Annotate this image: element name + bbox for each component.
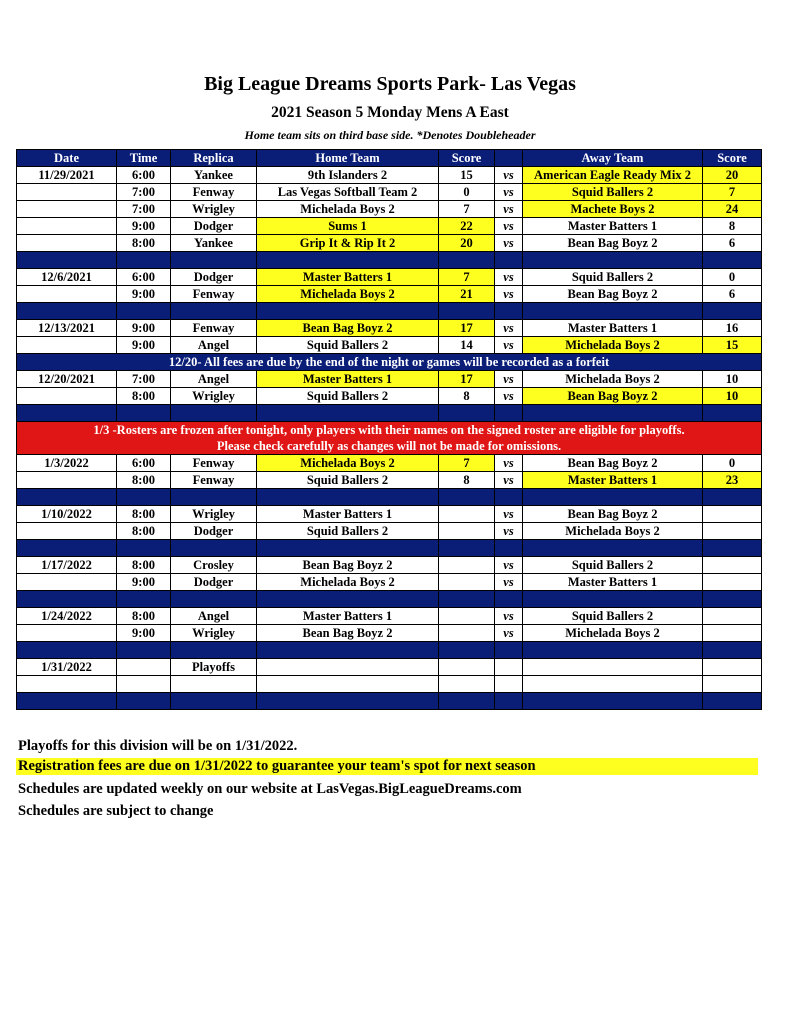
home-score-cell bbox=[439, 557, 495, 574]
game-date-cell: 12/20/2021 bbox=[17, 371, 117, 388]
game-date-cell bbox=[17, 523, 117, 540]
separator-cell bbox=[495, 252, 523, 269]
field-cell: Fenway bbox=[171, 472, 257, 489]
separator-cell bbox=[439, 591, 495, 608]
table-row bbox=[17, 337, 762, 354]
home-team-cell: Michelada Boys 2 bbox=[257, 574, 439, 591]
table-row bbox=[17, 472, 762, 489]
game-date-cell bbox=[17, 184, 117, 201]
table-row bbox=[17, 676, 762, 693]
game-date-cell bbox=[17, 625, 117, 642]
separator-cell bbox=[439, 642, 495, 659]
table-row bbox=[17, 523, 762, 540]
home-team-cell: 9th Islanders 2 bbox=[257, 167, 439, 184]
game-time-cell: 9:00 bbox=[117, 337, 171, 354]
field-cell: Fenway bbox=[171, 184, 257, 201]
away-score-cell: 6 bbox=[703, 235, 762, 252]
separator-cell bbox=[117, 591, 171, 608]
away-team-cell: Michelada Boys 2 bbox=[523, 337, 703, 354]
field-cell: Wrigley bbox=[171, 201, 257, 218]
game-time-cell: 9:00 bbox=[117, 320, 171, 337]
separator-cell bbox=[495, 303, 523, 320]
separator-cell bbox=[523, 591, 703, 608]
home-score-cell bbox=[439, 659, 495, 676]
roster-notice-line: Please check carefully as changes will not be made for omissions. bbox=[216, 439, 562, 453]
roster-notice-line: 1/3 -Rosters are frozen after tonight, only players with their names on the signed roster are eligible for playoffs. bbox=[93, 423, 685, 437]
home-team-cell: Las Vegas Softball Team 2 bbox=[257, 184, 439, 201]
away-score-cell bbox=[703, 608, 762, 625]
away-team-cell: Squid Ballers 2 bbox=[523, 608, 703, 625]
schedule-table bbox=[16, 149, 762, 710]
away-team-cell: Bean Bag Boyz 2 bbox=[523, 235, 703, 252]
separator-row bbox=[17, 540, 762, 557]
home-team-cell: Master Batters 1 bbox=[257, 269, 439, 286]
away-team-cell: Squid Ballers 2 bbox=[523, 557, 703, 574]
separator-cell bbox=[171, 405, 257, 422]
separator-cell bbox=[17, 303, 117, 320]
home-score-cell: 7 bbox=[439, 455, 495, 472]
vs-cell: vs bbox=[495, 523, 523, 540]
game-date-cell: 1/3/2022 bbox=[17, 455, 117, 472]
game-time-cell: 7:00 bbox=[117, 371, 171, 388]
separator-row bbox=[17, 693, 762, 710]
col-away-team-header: Away Team bbox=[523, 150, 703, 167]
separator-cell bbox=[495, 489, 523, 506]
away-score-cell bbox=[703, 506, 762, 523]
separator-cell bbox=[495, 642, 523, 659]
away-score-cell bbox=[703, 523, 762, 540]
vs-cell: vs bbox=[495, 218, 523, 235]
col-replica-header: Replica bbox=[171, 150, 257, 167]
vs-cell: vs bbox=[495, 184, 523, 201]
playoffs-notice: Playoffs for this division will be on 1/31/2022. bbox=[18, 738, 298, 754]
home-score-cell: 15 bbox=[439, 167, 495, 184]
separator-cell bbox=[523, 642, 703, 659]
game-date-cell bbox=[17, 676, 117, 693]
separator-cell bbox=[703, 252, 762, 269]
home-team-cell bbox=[257, 659, 439, 676]
separator-cell bbox=[257, 540, 439, 557]
home-team-cell: Bean Bag Boyz 2 bbox=[257, 557, 439, 574]
field-cell: Crosley bbox=[171, 557, 257, 574]
game-time-cell: 9:00 bbox=[117, 625, 171, 642]
game-date-cell bbox=[17, 201, 117, 218]
separator-cell bbox=[171, 642, 257, 659]
home-team-cell: Squid Ballers 2 bbox=[257, 472, 439, 489]
field-cell: Angel bbox=[171, 371, 257, 388]
game-date-cell: 12/6/2021 bbox=[17, 269, 117, 286]
vs-cell: vs bbox=[495, 320, 523, 337]
separator-cell bbox=[523, 540, 703, 557]
separator-cell bbox=[17, 693, 117, 710]
separator-cell bbox=[171, 540, 257, 557]
separator-cell bbox=[703, 405, 762, 422]
col-vs-header bbox=[495, 150, 523, 167]
vs-cell: vs bbox=[495, 167, 523, 184]
home-score-cell: 17 bbox=[439, 371, 495, 388]
away-team-cell: Michelada Boys 2 bbox=[523, 625, 703, 642]
separator-cell bbox=[523, 405, 703, 422]
separator-cell bbox=[439, 540, 495, 557]
home-score-cell: 20 bbox=[439, 235, 495, 252]
separator-cell bbox=[703, 642, 762, 659]
separator-cell bbox=[117, 540, 171, 557]
table-row bbox=[17, 320, 762, 337]
game-date-cell: 1/31/2022 bbox=[17, 659, 117, 676]
game-time-cell bbox=[117, 676, 171, 693]
game-time-cell: 9:00 bbox=[117, 286, 171, 303]
table-row bbox=[17, 286, 762, 303]
table-row bbox=[17, 574, 762, 591]
col-home-score-header: Score bbox=[439, 150, 495, 167]
col-time-header: Time bbox=[117, 150, 171, 167]
home-team-cell bbox=[257, 676, 439, 693]
game-time-cell: 8:00 bbox=[117, 523, 171, 540]
away-score-cell: 23 bbox=[703, 472, 762, 489]
separator-cell bbox=[439, 489, 495, 506]
separator-cell bbox=[703, 303, 762, 320]
roster-notice-row bbox=[17, 422, 762, 455]
separator-cell bbox=[439, 303, 495, 320]
separator-cell bbox=[495, 405, 523, 422]
game-time-cell: 7:00 bbox=[117, 184, 171, 201]
separator-row bbox=[17, 489, 762, 506]
game-date-cell bbox=[17, 388, 117, 405]
table-row bbox=[17, 235, 762, 252]
separator-cell bbox=[523, 489, 703, 506]
home-score-cell: 14 bbox=[439, 337, 495, 354]
separator-cell bbox=[523, 252, 703, 269]
vs-cell: vs bbox=[495, 574, 523, 591]
away-score-cell: 0 bbox=[703, 269, 762, 286]
table-row bbox=[17, 371, 762, 388]
table-row bbox=[17, 557, 762, 574]
subject-to-change-notice: Schedules are subject to change bbox=[18, 803, 214, 819]
col-date-header: Date bbox=[17, 150, 117, 167]
game-time-cell: 6:00 bbox=[117, 167, 171, 184]
game-time-cell: 9:00 bbox=[117, 574, 171, 591]
separator-cell bbox=[117, 693, 171, 710]
away-score-cell: 16 bbox=[703, 320, 762, 337]
separator-cell bbox=[257, 693, 439, 710]
field-cell: Fenway bbox=[171, 320, 257, 337]
separator-cell bbox=[117, 642, 171, 659]
vs-cell: vs bbox=[495, 286, 523, 303]
separator-cell bbox=[703, 540, 762, 557]
away-score-cell: 7 bbox=[703, 184, 762, 201]
game-date-cell: 11/29/2021 bbox=[17, 167, 117, 184]
home-score-cell: 21 bbox=[439, 286, 495, 303]
separator-cell bbox=[703, 693, 762, 710]
game-time-cell: 8:00 bbox=[117, 472, 171, 489]
away-team-cell: Squid Ballers 2 bbox=[523, 269, 703, 286]
col-away-score-header: Score bbox=[703, 150, 762, 167]
separator-cell bbox=[171, 489, 257, 506]
game-date-cell: 1/24/2022 bbox=[17, 608, 117, 625]
away-team-cell: Bean Bag Boyz 2 bbox=[523, 455, 703, 472]
away-team-cell: Master Batters 1 bbox=[523, 574, 703, 591]
field-cell: Dodger bbox=[171, 574, 257, 591]
away-team-cell: Bean Bag Boyz 2 bbox=[523, 286, 703, 303]
separator-row bbox=[17, 303, 762, 320]
schedule-subtitle: 2021 Season 5 Monday Mens A East bbox=[271, 104, 509, 121]
game-date-cell: 1/10/2022 bbox=[17, 506, 117, 523]
away-team-cell bbox=[523, 659, 703, 676]
field-cell: Wrigley bbox=[171, 388, 257, 405]
away-team-cell: Squid Ballers 2 bbox=[523, 184, 703, 201]
schedule-body bbox=[17, 167, 762, 710]
away-team-cell: Michelada Boys 2 bbox=[523, 523, 703, 540]
table-row bbox=[17, 625, 762, 642]
away-score-cell bbox=[703, 557, 762, 574]
separator-cell bbox=[495, 540, 523, 557]
game-time-cell: 6:00 bbox=[117, 455, 171, 472]
home-score-cell: 0 bbox=[439, 184, 495, 201]
separator-row bbox=[17, 642, 762, 659]
home-team-cell: Michelada Boys 2 bbox=[257, 455, 439, 472]
vs-cell: vs bbox=[495, 557, 523, 574]
home-score-cell bbox=[439, 608, 495, 625]
home-team-cell: Squid Ballers 2 bbox=[257, 337, 439, 354]
game-time-cell: 8:00 bbox=[117, 557, 171, 574]
separator-cell bbox=[17, 252, 117, 269]
away-team-cell: Master Batters 1 bbox=[523, 320, 703, 337]
separator-cell bbox=[523, 303, 703, 320]
separator-cell bbox=[117, 405, 171, 422]
separator-cell bbox=[257, 252, 439, 269]
away-score-cell bbox=[703, 659, 762, 676]
fee-notice-text: 12/20- All fees are due by the end of the night or games will be recorded as a forfeit bbox=[17, 354, 762, 371]
away-team-cell bbox=[523, 676, 703, 693]
schedule-note: Home team sits on third base side. *Denotes Doubleheader bbox=[244, 128, 536, 142]
away-team-cell: Master Batters 1 bbox=[523, 472, 703, 489]
table-row bbox=[17, 218, 762, 235]
game-date-cell bbox=[17, 574, 117, 591]
away-score-cell: 8 bbox=[703, 218, 762, 235]
field-cell: Yankee bbox=[171, 167, 257, 184]
home-team-cell: Michelada Boys 2 bbox=[257, 201, 439, 218]
col-home-team-header: Home Team bbox=[257, 150, 439, 167]
separator-cell bbox=[257, 303, 439, 320]
separator-cell bbox=[257, 489, 439, 506]
table-row bbox=[17, 506, 762, 523]
home-team-cell: Sums 1 bbox=[257, 218, 439, 235]
home-score-cell bbox=[439, 523, 495, 540]
separator-cell bbox=[171, 252, 257, 269]
separator-cell bbox=[17, 489, 117, 506]
table-row bbox=[17, 167, 762, 184]
away-score-cell: 6 bbox=[703, 286, 762, 303]
vs-cell: vs bbox=[495, 201, 523, 218]
vs-cell bbox=[495, 659, 523, 676]
game-time-cell: 8:00 bbox=[117, 235, 171, 252]
game-date-cell bbox=[17, 218, 117, 235]
separator-cell bbox=[703, 591, 762, 608]
separator-cell bbox=[257, 642, 439, 659]
away-team-cell: Machete Boys 2 bbox=[523, 201, 703, 218]
away-score-cell: 24 bbox=[703, 201, 762, 218]
home-team-cell: Grip It & Rip It 2 bbox=[257, 235, 439, 252]
fee-notice-row bbox=[17, 354, 762, 371]
game-date-cell: 12/13/2021 bbox=[17, 320, 117, 337]
home-team-cell: Michelada Boys 2 bbox=[257, 286, 439, 303]
vs-cell: vs bbox=[495, 608, 523, 625]
separator-cell bbox=[439, 252, 495, 269]
field-cell: Fenway bbox=[171, 286, 257, 303]
vs-cell: vs bbox=[495, 455, 523, 472]
field-cell: Wrigley bbox=[171, 506, 257, 523]
field-cell: Angel bbox=[171, 608, 257, 625]
vs-cell: vs bbox=[495, 625, 523, 642]
separator-cell bbox=[17, 591, 117, 608]
separator-cell bbox=[117, 489, 171, 506]
vs-cell: vs bbox=[495, 472, 523, 489]
game-date-cell: 1/17/2022 bbox=[17, 557, 117, 574]
table-row bbox=[17, 201, 762, 218]
vs-cell: vs bbox=[495, 371, 523, 388]
away-score-cell: 10 bbox=[703, 388, 762, 405]
table-row bbox=[17, 184, 762, 201]
vs-cell: vs bbox=[495, 506, 523, 523]
separator-row bbox=[17, 405, 762, 422]
game-date-cell bbox=[17, 472, 117, 489]
table-row bbox=[17, 269, 762, 286]
table-row bbox=[17, 659, 762, 676]
home-score-cell: 7 bbox=[439, 269, 495, 286]
game-date-cell bbox=[17, 286, 117, 303]
away-score-cell: 0 bbox=[703, 455, 762, 472]
away-score-cell: 10 bbox=[703, 371, 762, 388]
field-cell: Dodger bbox=[171, 523, 257, 540]
separator-cell bbox=[439, 693, 495, 710]
website-notice: Schedules are updated weekly on our website at LasVegas.BigLeagueDreams.com bbox=[18, 781, 522, 797]
table-header-row bbox=[17, 150, 762, 167]
away-score-cell bbox=[703, 574, 762, 591]
separator-cell bbox=[439, 405, 495, 422]
game-date-cell bbox=[17, 235, 117, 252]
home-score-cell bbox=[439, 574, 495, 591]
separator-cell bbox=[17, 540, 117, 557]
game-time-cell: 9:00 bbox=[117, 218, 171, 235]
vs-cell bbox=[495, 676, 523, 693]
separator-cell bbox=[117, 303, 171, 320]
field-cell bbox=[171, 676, 257, 693]
home-team-cell: Master Batters 1 bbox=[257, 371, 439, 388]
vs-cell: vs bbox=[495, 337, 523, 354]
vs-cell: vs bbox=[495, 388, 523, 405]
separator-cell bbox=[117, 252, 171, 269]
table-row bbox=[17, 455, 762, 472]
away-score-cell bbox=[703, 625, 762, 642]
away-score-cell: 20 bbox=[703, 167, 762, 184]
separator-cell bbox=[495, 591, 523, 608]
home-score-cell bbox=[439, 676, 495, 693]
game-time-cell: 8:00 bbox=[117, 388, 171, 405]
game-date-cell bbox=[17, 337, 117, 354]
home-score-cell bbox=[439, 506, 495, 523]
field-cell: Dodger bbox=[171, 218, 257, 235]
home-score-cell: 8 bbox=[439, 388, 495, 405]
home-score-cell: 8 bbox=[439, 472, 495, 489]
separator-row bbox=[17, 591, 762, 608]
away-team-cell: Michelada Boys 2 bbox=[523, 371, 703, 388]
game-time-cell: 6:00 bbox=[117, 269, 171, 286]
field-cell: Playoffs bbox=[171, 659, 257, 676]
home-team-cell: Bean Bag Boyz 2 bbox=[257, 625, 439, 642]
separator-cell bbox=[257, 405, 439, 422]
separator-cell bbox=[495, 693, 523, 710]
away-team-cell: Bean Bag Boyz 2 bbox=[523, 506, 703, 523]
separator-cell bbox=[171, 303, 257, 320]
field-cell: Fenway bbox=[171, 455, 257, 472]
away-team-cell: Bean Bag Boyz 2 bbox=[523, 388, 703, 405]
table-row bbox=[17, 608, 762, 625]
separator-cell bbox=[17, 642, 117, 659]
home-score-cell: 7 bbox=[439, 201, 495, 218]
vs-cell: vs bbox=[495, 269, 523, 286]
home-team-cell: Master Batters 1 bbox=[257, 608, 439, 625]
separator-cell bbox=[171, 693, 257, 710]
field-cell: Dodger bbox=[171, 269, 257, 286]
separator-cell bbox=[17, 405, 117, 422]
home-score-cell: 22 bbox=[439, 218, 495, 235]
field-cell: Angel bbox=[171, 337, 257, 354]
away-team-cell: Master Batters 1 bbox=[523, 218, 703, 235]
home-team-cell: Master Batters 1 bbox=[257, 506, 439, 523]
separator-cell bbox=[523, 693, 703, 710]
roster-notice bbox=[17, 422, 762, 455]
page-title: Big League Dreams Sports Park- Las Vegas bbox=[204, 73, 576, 95]
registration-notice: Registration fees are due on 1/31/2022 to guarantee your team's spot for next season bbox=[16, 758, 758, 775]
field-cell: Yankee bbox=[171, 235, 257, 252]
away-score-cell: 15 bbox=[703, 337, 762, 354]
game-time-cell: 7:00 bbox=[117, 201, 171, 218]
separator-row bbox=[17, 252, 762, 269]
separator-cell bbox=[171, 591, 257, 608]
home-team-cell: Squid Ballers 2 bbox=[257, 523, 439, 540]
home-score-cell bbox=[439, 625, 495, 642]
game-time-cell bbox=[117, 659, 171, 676]
away-score-cell bbox=[703, 676, 762, 693]
home-score-cell: 17 bbox=[439, 320, 495, 337]
game-time-cell: 8:00 bbox=[117, 506, 171, 523]
game-time-cell: 8:00 bbox=[117, 608, 171, 625]
separator-cell bbox=[257, 591, 439, 608]
field-cell: Wrigley bbox=[171, 625, 257, 642]
away-team-cell: American Eagle Ready Mix 2 bbox=[523, 167, 703, 184]
table-row bbox=[17, 388, 762, 405]
home-team-cell: Bean Bag Boyz 2 bbox=[257, 320, 439, 337]
home-team-cell: Squid Ballers 2 bbox=[257, 388, 439, 405]
vs-cell: vs bbox=[495, 235, 523, 252]
separator-cell bbox=[703, 489, 762, 506]
